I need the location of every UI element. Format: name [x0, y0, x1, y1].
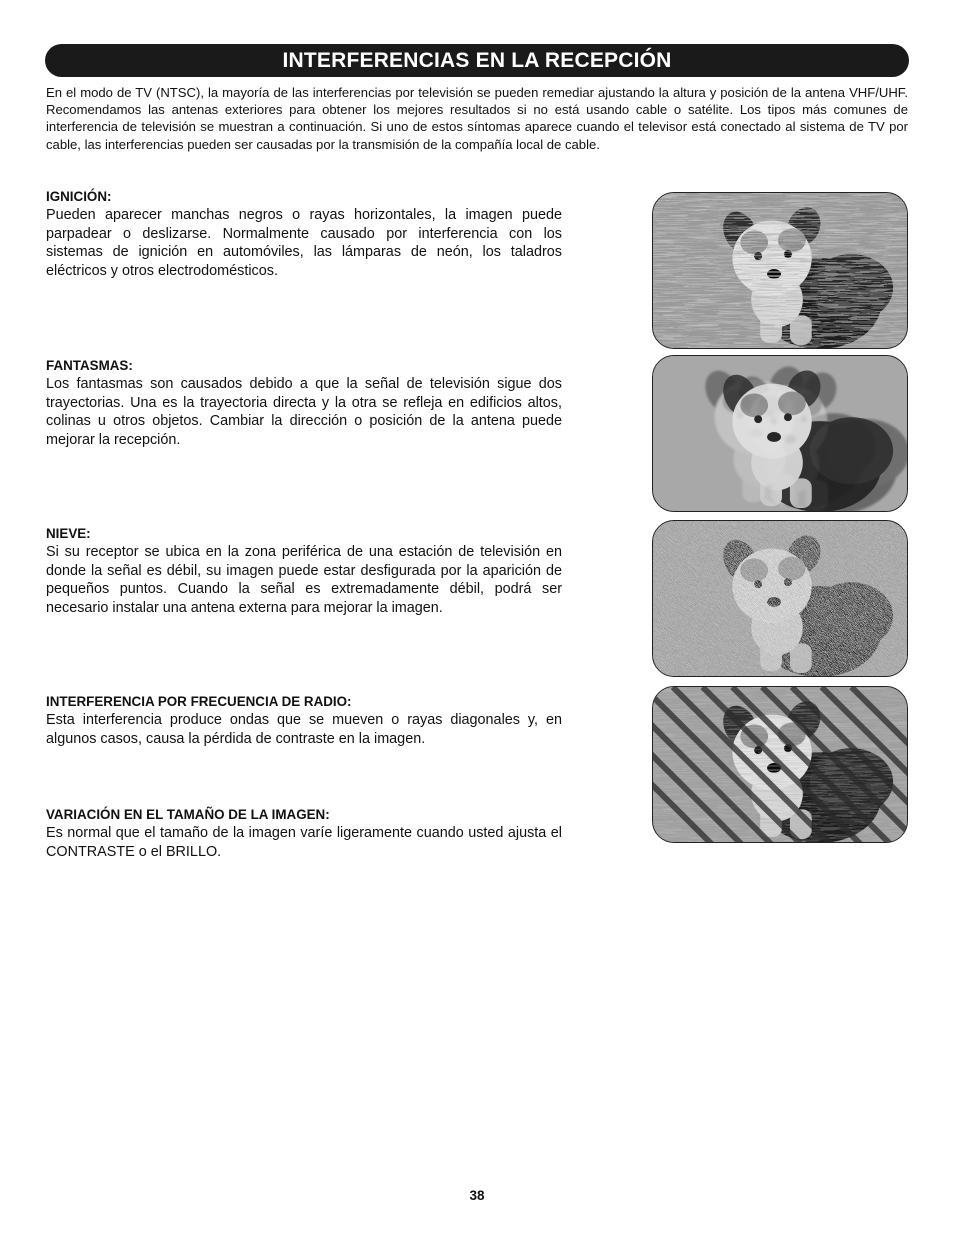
- dog-photo-ignition-noise-icon: [652, 192, 908, 349]
- page-title: INTERFERENCIAS EN LA RECEPCIÓN: [45, 44, 909, 77]
- section-heading: VARIACIÓN EN EL TAMAÑO DE LA IMAGEN:: [46, 807, 330, 822]
- section-interferencia-radio: [46, 693, 562, 748]
- section-text: Esta interferencia produce ondas que se mueven o rayas diagonales y, en algunos casos, causa la pérdida de contraste en la imagen.: [46, 712, 562, 747]
- section-text: Es normal que el tamaño de la imagen varíe ligeramente cuando usted ajusta el CONTRASTE o el BRILLO.: [46, 825, 562, 860]
- section-text: Los fantasmas son causados debido a que la señal de televisión sigue dos trayectorias. Una es la trayectoria directa y la otra se refleja en edificios altos, colinas u otros objetos. Cambiar la dirección o posición de la antena puede mejorar la recepción.: [46, 376, 562, 449]
- page-number: 38: [469, 1188, 485, 1203]
- intro-paragraph: En el modo de TV (NTSC), la mayoría de las interferencias por televisión se pueden remediar ajustando la altura y posición de la antena VHF/UHF. Recomendamos las antenas exteriores para obtener los mejores resultados si no está usando cable o satélite. Los tipos más comunes de interferencia de televisión se muestran a continuación. Si uno de estos síntomas aparece cuando el televisor está conectado al sistema de TV por cable, las interferencias pueden ser causadas por la transmisión de la compañía local de cable.: [46, 85, 908, 152]
- section-ignicion: [46, 188, 562, 281]
- section-fantasmas: [46, 357, 562, 450]
- section-text: Pueden aparecer manchas negros o rayas horizontales, la imagen puede parpadear o deslizarse. Normalmente causado por interferencia con los sistemas de ignición en automóviles, las lámparas de neón, los taladros eléctricos y otros electrodomésticos.: [46, 207, 562, 280]
- section-nieve: [46, 525, 562, 618]
- dog-photo-ghosting-icon: [652, 355, 908, 512]
- section-heading: FANTASMAS:: [46, 358, 133, 373]
- dog-photo-snow-icon: [652, 520, 908, 677]
- section-variacion-tamano: [46, 806, 562, 861]
- dog-photo-diagonal-stripes-icon: [652, 686, 908, 843]
- section-heading: INTERFERENCIA POR FRECUENCIA DE RADIO:: [46, 694, 352, 709]
- section-heading: NIEVE:: [46, 526, 91, 541]
- section-heading: IGNICIÓN:: [46, 189, 112, 204]
- section-text: Si su receptor se ubica en la zona periférica de una estación de televisión en donde la señal es débil, su imagen puede estar desfigurada por la aparición de pequeños puntos. Cuando la señal es extremadamente débil, podrá ser necesario instalar una antena externa para mejorar la imagen.: [46, 544, 562, 617]
